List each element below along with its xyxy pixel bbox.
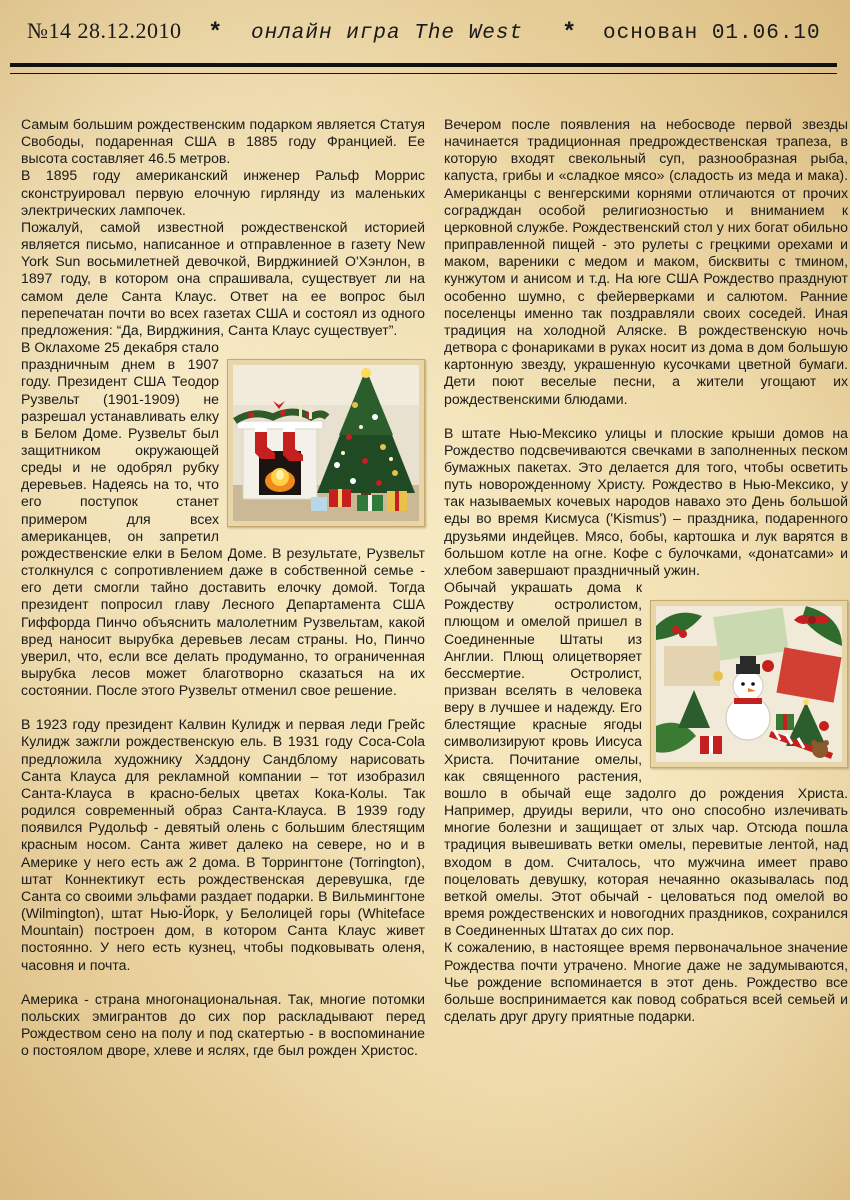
- header-rule-thick: [10, 63, 837, 67]
- paragraph-statue-of-liberty: Самым большим рождественским подарком является Статуя Свободы, подаренная США в 1885 году Францией. Ее высота составляет 46.5 метров.: [21, 116, 425, 167]
- paragraph-virginia-letter: Пожалуй, самой известной рождественской историей является письмо, написанное и отправленное в газету New York Sun восьмилетней девочкой, Вирджинией О'Хэнлон, в 1897 году, в котором она спрашивала, существует ли на самом деле Санта Клаус. Ответ на ее вопрос был перепечатан почти во всех газетах США и состоял из одного предложения: “Да, Вирджиния, Санта Клаус существует”.: [21, 218, 425, 338]
- left-column: [21, 116, 425, 1059]
- game-title: онлайн игра The West: [251, 22, 524, 45]
- separator-star: *: [562, 20, 577, 47]
- paragraph-polish-traditions: Америка - страна многонациональная. Так, многие потомки польских эмигрантов до сих пор раскладывают перед Рождеством сено на полу и под скатертью - в воспоминание о постоялом дворе, хлеве и яслях, где был рожден Христос.: [21, 990, 425, 1059]
- paragraph-coolidge-santa: В 1923 году президент Калвин Кулидж и первая леди Грейс Кулидж зажгли рождественскую ель. В 1931 году Coca-Cola предложила художнику Хэддону Сандблому нарисовать Санта Клауса для рекламной компании – тот изобразил Санта-Клауса в красно-белых цветах Кока-Колы. Так родился современный образ Санта-Клауса. В 1939 году появился Рудольф - девятый олень с большим блестящим красным носом. Санта живет далеко на севере, но и в Америке у него есть аж 2 дома. В Торрингтоне (Torrington), штат Коннектикут есть рождественская деревушка, где Санта со своими эльфами раздает подарки. В Вильмингтоне (Wilmington), штат Нью-Йорк, у Белолицей горы (Whiteface Mountain) построен дом, в котором Санта Клаус живет постоянно. У него есть кузнец, чтобы подковывать оленя, часовня и почта.: [21, 716, 425, 973]
- header-rule-thin: [10, 73, 837, 74]
- right-column: [444, 116, 848, 1025]
- paragraph-christmas-eve-dinner: Вечером после появления на небосводе первой звезды начинается традиционная предрождественская трапеза, в которую входят свекольный суп, разнообразная рыба, капуста, грибы и «сладкое мясо» (сладость из меда и мака). Американцы с венгерскими корнями отличаются от прочих соградждан особой религиозностью и вниманием к церковной службе. Рождественский стол у них богат обильно приправленной пищей - это рулеты с грецкими орехами и маком, вареники с медом и маком, бисквиты с тмином, кунжутом и анисом и т.д. На юге США Рождество празднуют особенно шумно, с фейерверками и салютом. Ранние поселенцы именно так поздравляли своих соседей. Иная традиция на холодной Аляске. В рождественскую ночь детвора с фонариками в руках носит из дома в дом большую картонную звезду, украшенную кусочками цветной бумаги. Дети поют веселые песни, а жители угощают их рождественскими блюдами.: [444, 116, 848, 407]
- paragraph-garland: В 1895 году американский инженер Ральф Моррис сконструировал первую елочную гирлянду из маленьких электрических лампочек.: [21, 167, 425, 218]
- founded-date: основан 01.06.10: [603, 22, 821, 45]
- separator-star: *: [208, 20, 223, 47]
- christmas-tree-fireplace-image: [227, 359, 425, 527]
- paragraph-roosevelt: В Оклахоме 25 декабря стало праздничным днем в 1907 году. Президент США Теодор Рузвельт (1901-1909) не разрешал устанавливать елку в Белом Доме. Рузвельт был защитником окружающей среды и не одобрял рубку деревьев. Надеясь на то, что его поступок станет примером для всех американцев, он запретил рождественские елки в Белом Доме. В результате, Рузвельт столкнулся с сопротивлением даже в собственной семье - его дети смогли тайно доставить елочку домой. Тогда президент попросил главу Лесного Департамента США Гиффорда Пинчо объяснить малолетним Рузвельтам, какой вред наносит вырубка деревьев лесам страны. Но, Пинчо уверил, что, если все делать продуманно, то ограниченная вырубка лесов может благотворно сказаться на их состоянии. После этого Рузвельт отменил свое решение.: [21, 339, 425, 699]
- christmas-collage-picture: [656, 606, 842, 762]
- paragraph-meaning-lost: К сожалению, в настоящее время первоначальное значение Рождества почти утрачено. Многие даже не задумываются, Чье рождение вспоминается в этот день. Рождество все больше воспринимается как повод собраться всей семьей и сделать друг другу приятные подарки.: [444, 939, 848, 1024]
- masthead: [0, 12, 850, 52]
- paragraph-new-mexico: В штате Нью-Мексико улицы и плоские крыши домов на Рождество подсвечиваются свечками в заполненных песком бумажных пакетах. Это делается для того, чтобы осветить путь новорожденному Христу. Рождество в Нью-Мексико, у так называемых кочевых народов навахо это День большой еды во время Кисмуса ('Kismus') – праздника, подаренного друзьями индейцев. Мясо, бобы, картошка и лук варятся в большом котле на огне. Кофе с булочками, «донатсами» и хлебом завершают праздничный ужин.: [444, 424, 848, 578]
- issue-number-date: №14 28.12.2010: [27, 18, 182, 43]
- christmas-tree-fireplace-picture: [233, 365, 419, 521]
- christmas-collage-image: [650, 600, 848, 768]
- paragraph-holly-mistletoe: Обычай украшать дома к Рождеству остролистом, плющом и омелой пришел в Соединенные Штаты из Англии. Плющ олицетворяет бессмертие. Остролист, призван вселять в человека веру в лучшее и надежду. Его блестящие красные ягоды символизируют кровь Иисуса Христа. Почитание омелы, как священного растения, вошло в обычай еще задолго до рождения Христа. Например, друиды верили, что оно способно излечивать многие болезни и защищает от злых чар. Отсюда пошла традиция вывешивать ветки омелы, перевитые лентой, над входом в дом. Считалось, что мужчина имеет право поцеловать девушку, которая нечаянно оказывалась под веткой омелы. Этот обычай - целоваться под омелой во время рождественских и новогодних праздников, сохранился в Соединенных Штатах до сих пор.: [444, 579, 848, 939]
